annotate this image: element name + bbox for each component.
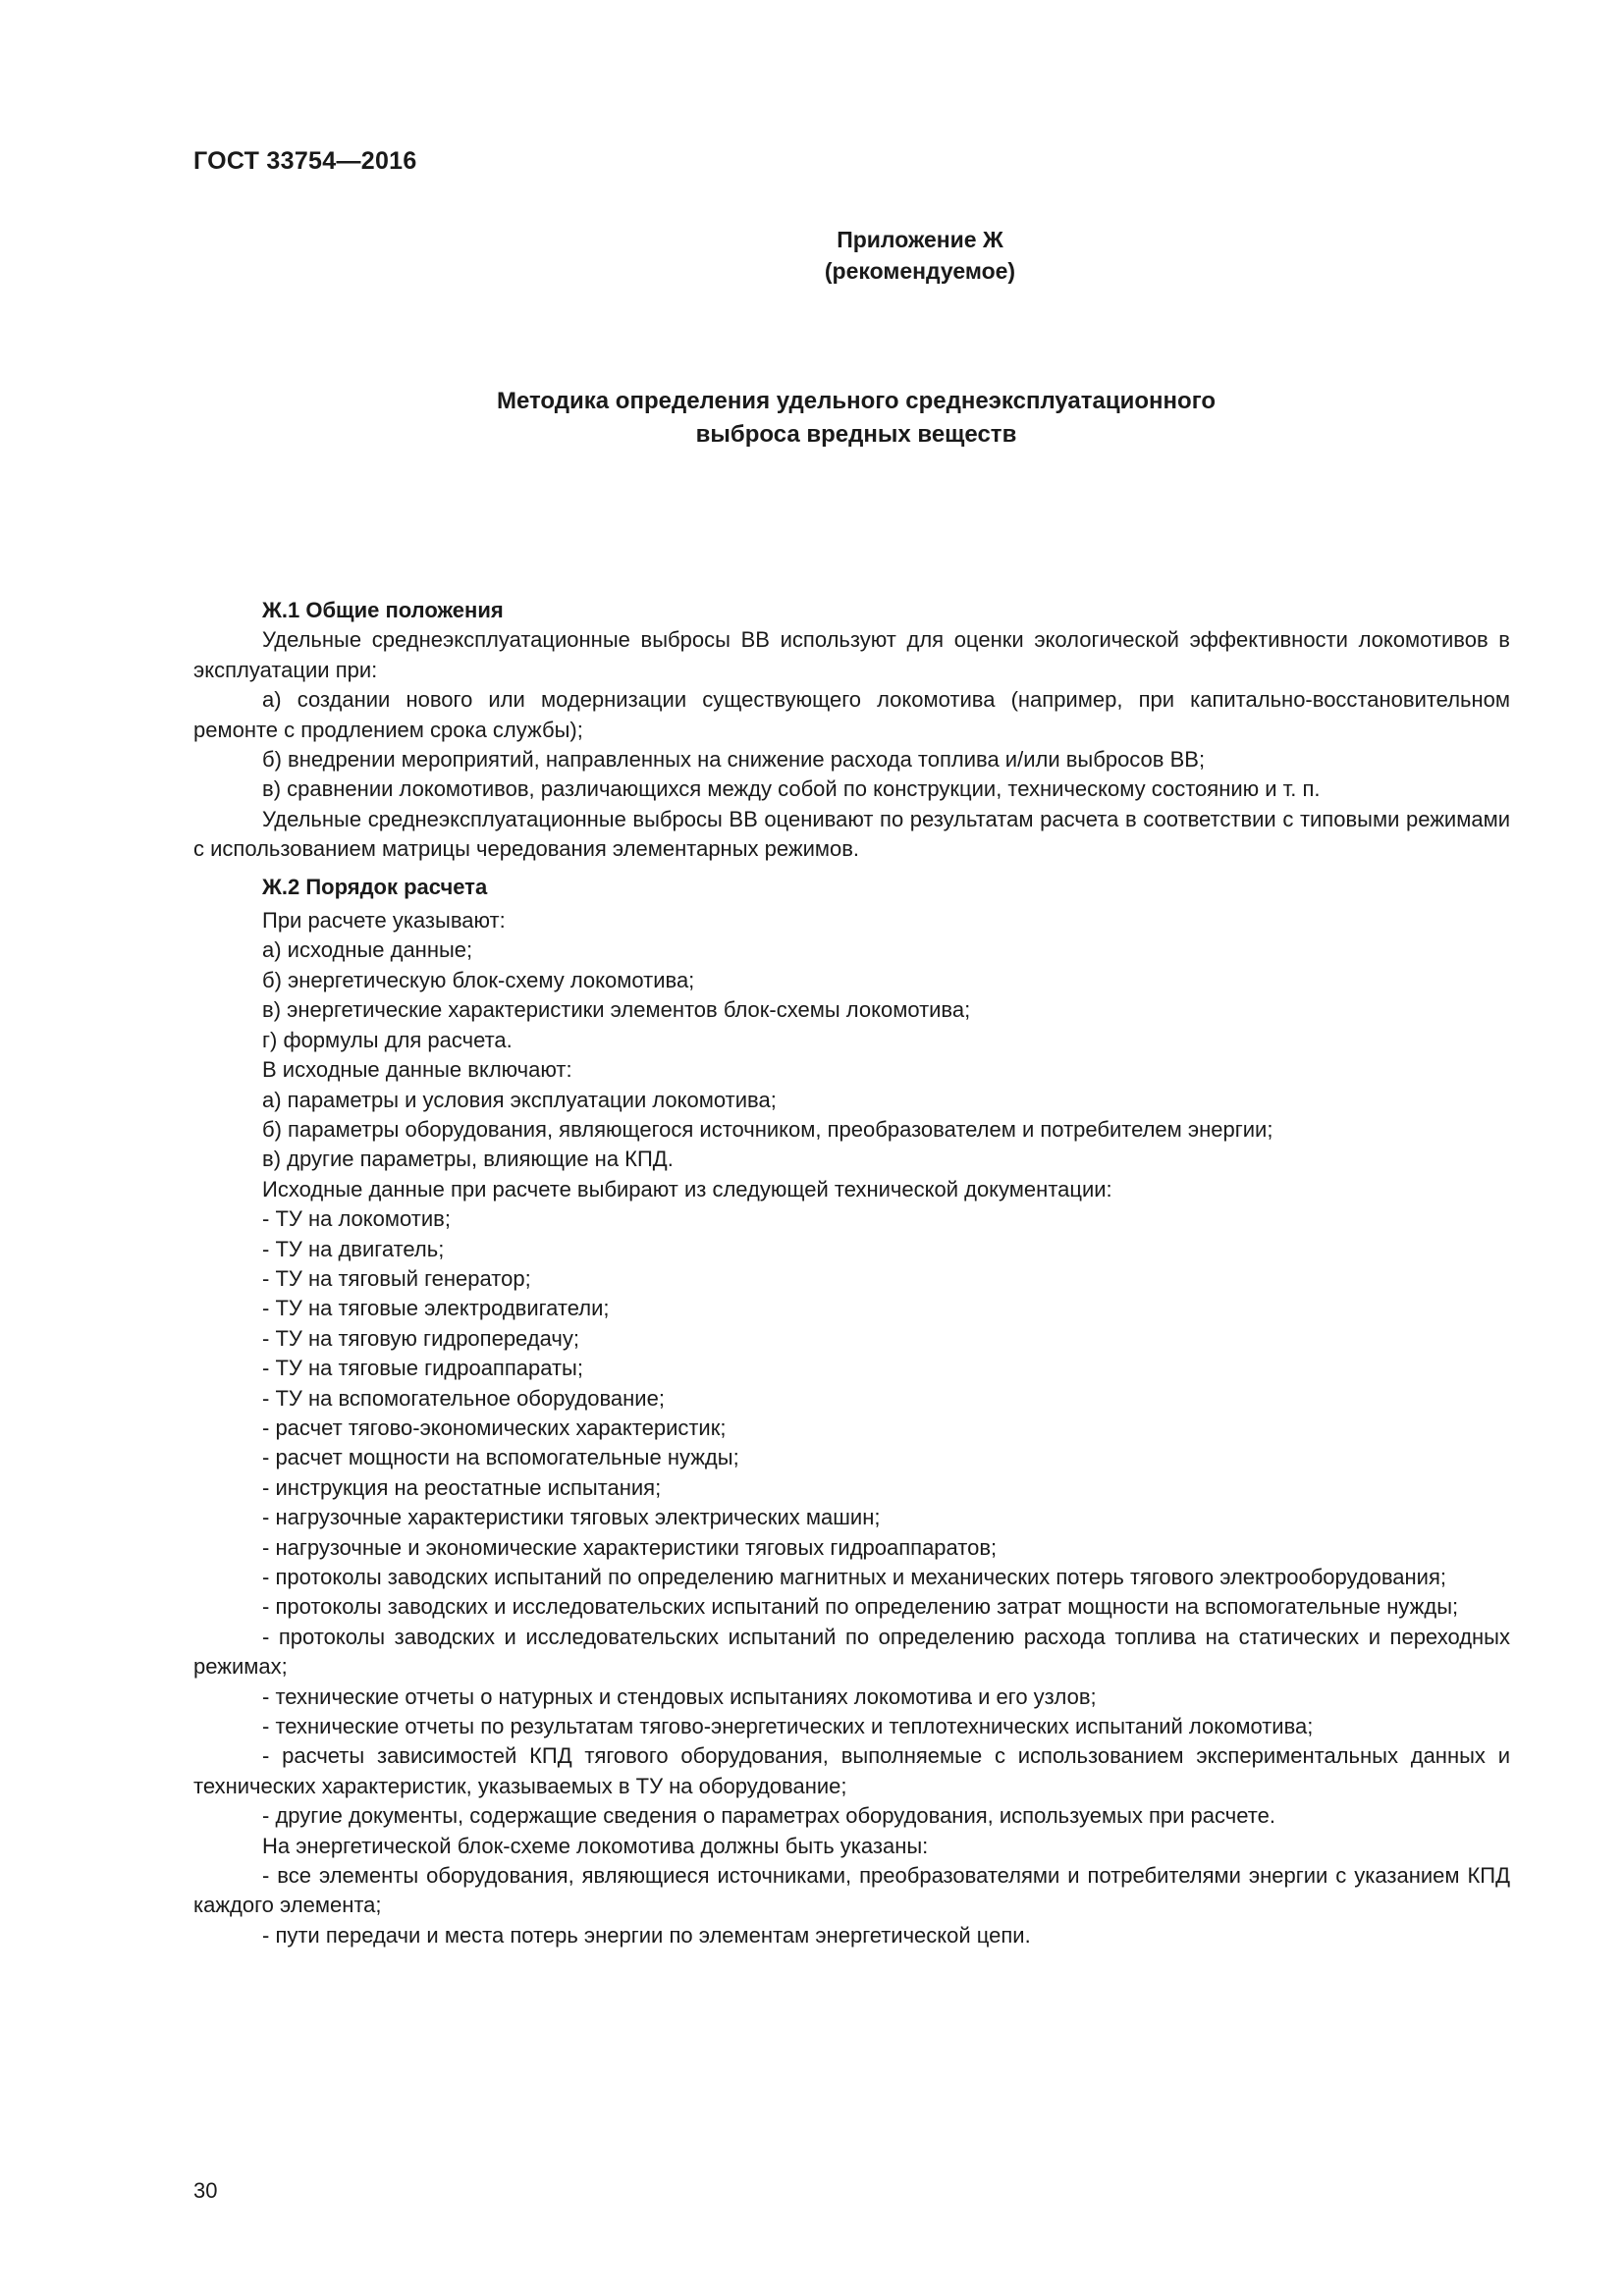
- list-item: - нагрузочные характеристики тяговых электрических машин;: [262, 1505, 881, 1530]
- appendix-label: [0, 224, 1624, 287]
- paragraph: - технические отчеты о натурных и стендовых испытаниях локомотива и его узлов;: [262, 1683, 1097, 1709]
- list-item: - ТУ на тяговые электродвигатели;: [262, 1296, 610, 1321]
- list-item: а) параметры и условия эксплуатации локомотива;: [262, 1087, 777, 1112]
- list-item: в) другие параметры, влияющие на КПД.: [262, 1147, 674, 1172]
- section-heading-procedure: Ж.2 Порядок расчета: [262, 874, 488, 899]
- paragraph: - протоколы заводских испытаний по определению магнитных и механических потерь тягового электрооборудования;: [262, 1565, 1446, 1589]
- list-item: Исходные данные при расчете выбирают из следующей технической документации:: [262, 1176, 1112, 1201]
- section-heading-general: Ж.1 Общие положения: [262, 598, 504, 622]
- list-item: - ТУ на тяговый генератор;: [262, 1265, 531, 1291]
- page-number: 30: [193, 2178, 218, 2203]
- list-item: - инструкция на реостатные испытания;: [262, 1474, 662, 1500]
- title-line-1: Методика определения удельного среднеэксплуатационного: [496, 388, 1217, 414]
- document-header: ГОСТ 33754—2016: [193, 147, 417, 175]
- paragraph: - протоколы заводских и исследовательских испытаний по определению затрат мощности на вспомогательные нужды;: [262, 1594, 1459, 1620]
- paragraph: - другие документы, содержащие сведения о параметрах оборудования, используемых при расчете.: [262, 1803, 1275, 1829]
- title-line-2: выброса вредных веществ: [695, 421, 1017, 448]
- appendix-status: (рекомендуемое): [824, 258, 1016, 284]
- paragraph: - пути передачи и места потерь энергии по элементам энергетической цепи.: [262, 1922, 1031, 1948]
- page-title: [0, 385, 1624, 452]
- list-item: - ТУ на локомотив;: [262, 1206, 451, 1232]
- list-item: г) формулы для расчета.: [262, 1027, 513, 1052]
- paragraph: б) внедрении мероприятий, направленных на снижение расхода топлива и/или выбросов ВВ;: [262, 747, 1206, 773]
- list-item: В исходные данные включают:: [262, 1057, 572, 1083]
- list-item: б) энергетическую блок-схему локомотива;: [262, 967, 695, 992]
- paragraph: Удельные среднеэксплуатационные выбросы ВВ используют для оценки экологической эффективности локомотивов в эксплуатации при:: [193, 627, 1510, 682]
- paragraph: - протоколы заводских и исследовательских испытаний по определению расхода топлива на статических и переходных режимах;: [193, 1624, 1510, 1680]
- list-item: - расчет мощности на вспомогательные нужды;: [262, 1445, 739, 1470]
- paragraph: - расчеты зависимостей КПД тягового оборудования, выполняемые с использованием экспериментальных данных и технических характеристик, указываемых в ТУ на оборудование;: [193, 1743, 1510, 1798]
- list-item: - нагрузочные и экономические характеристики тяговых гидроаппаратов;: [262, 1534, 998, 1560]
- list-item: При расчете указывают:: [262, 908, 506, 934]
- paragraph: в) сравнении локомотивов, различающихся между собой по конструкции, техническому состоянию и т. п.: [262, 776, 1321, 802]
- paragraph: Удельные среднеэксплуатационные выбросы ВВ оценивают по результатам расчета в соответствии с типовыми режимами с использованием матрицы чередования элементарных режимов.: [193, 806, 1510, 862]
- paragraph: На энергетической блок-схеме локомотива должны быть указаны:: [262, 1833, 929, 1858]
- list-item: - ТУ на тяговую гидропередачу;: [262, 1325, 579, 1351]
- list-item: - ТУ на двигатель;: [262, 1236, 445, 1261]
- list-item: - ТУ на тяговые гидроаппараты;: [262, 1356, 583, 1381]
- paragraph: а) создании нового или модернизации существующего локомотива (например, при капитально-восстановительном ремонте с продлением срока службы);: [193, 687, 1510, 742]
- paragraph: - все элементы оборудования, являющиеся источниками, преобразователями и потребителями энергии с указанием КПД каждого элемента;: [193, 1863, 1510, 1918]
- list-item: а) исходные данные;: [262, 937, 473, 963]
- document-body: [193, 596, 1510, 1950]
- list-item: б) параметры оборудования, являющегося источником, преобразователем и потребителем энергии;: [262, 1116, 1273, 1142]
- appendix-title: Приложение Ж: [837, 227, 1003, 252]
- list-item: - ТУ на вспомогательное оборудование;: [262, 1385, 665, 1411]
- paragraph: - технические отчеты по результатам тягово-энергетических и теплотехнических испытаний локомотива;: [262, 1714, 1314, 1739]
- list-item: - расчет тягово-экономических характеристик;: [262, 1415, 727, 1440]
- list-item: в) энергетические характеристики элементов блок-схемы локомотива;: [262, 997, 971, 1023]
